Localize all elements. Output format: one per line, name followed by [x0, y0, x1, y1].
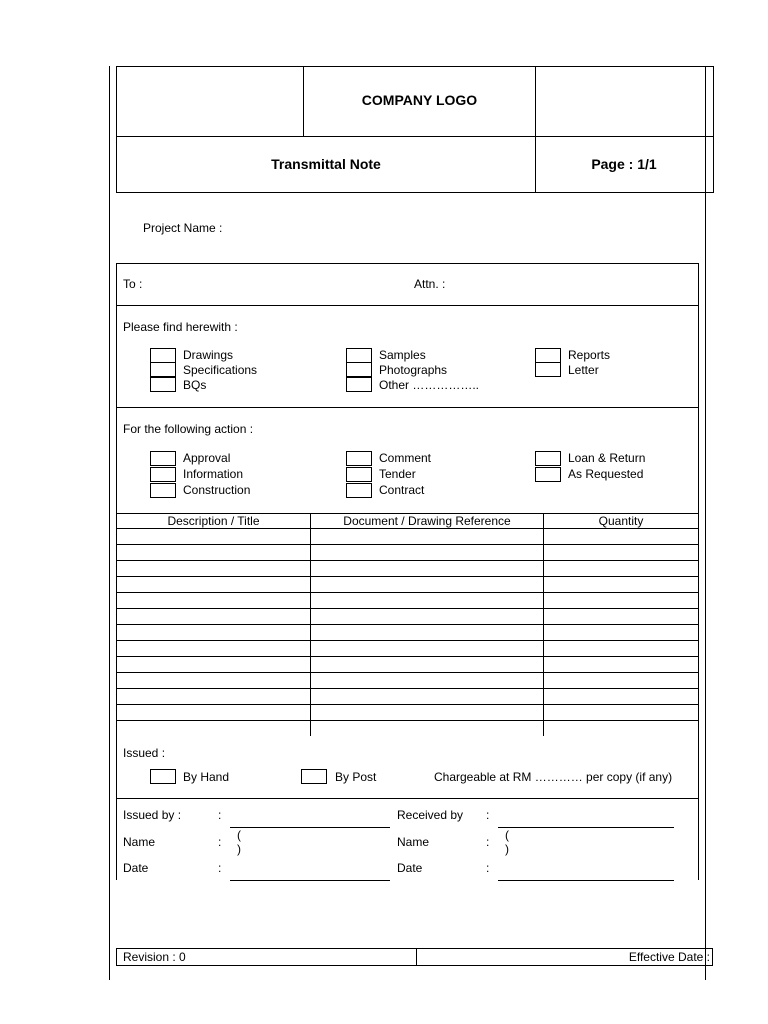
receiver-date-colon: : [486, 861, 490, 875]
label-letter: Letter [568, 363, 599, 377]
table-row [116, 576, 699, 577]
divider-issued [116, 798, 699, 799]
to-label: To : [123, 277, 143, 291]
table-row [116, 608, 699, 609]
label-loan-return: Loan & Return [568, 451, 646, 465]
label-reports: Reports [568, 348, 611, 362]
label-photographs: Photographs [379, 363, 448, 377]
issuer-name-colon: : [218, 835, 222, 849]
receiver-name-paren-close: ) [505, 842, 509, 856]
table-row [116, 672, 699, 673]
label-bqs: BQs [183, 378, 207, 392]
checkbox-photographs[interactable] [346, 362, 372, 377]
checkbox-other[interactable] [346, 377, 372, 392]
issued-by-colon: : [218, 808, 222, 822]
checkbox-samples[interactable] [346, 348, 372, 363]
table-row [116, 544, 699, 545]
header-row-divider [116, 136, 714, 137]
header-divider-2 [535, 66, 536, 193]
checkbox-by-post[interactable] [301, 769, 327, 784]
column-header-description: Description / Title [167, 514, 260, 528]
table-row [116, 720, 699, 721]
label-as-requested: As Requested [568, 467, 644, 481]
issuer-name-paren-close: ) [237, 842, 241, 856]
label-by-hand: By Hand [183, 770, 230, 784]
table-row [116, 704, 699, 705]
issuer-date-line[interactable] [230, 880, 390, 881]
issued-by-line[interactable] [230, 827, 390, 828]
checkbox-reports[interactable] [535, 348, 561, 363]
label-by-post: By Post [335, 770, 377, 784]
footer-divider [416, 948, 417, 966]
issued-by-label: Issued by : [123, 808, 182, 822]
checkbox-comment[interactable] [346, 451, 372, 466]
receiver-date-label: Date [397, 861, 423, 875]
checkbox-bqs[interactable] [150, 377, 176, 392]
issuer-name-label: Name [123, 835, 156, 849]
issuer-date-colon: : [218, 861, 222, 875]
label-chargeable: Chargeable at RM ………… per copy (if any) [434, 770, 673, 784]
receiver-name-label: Name [397, 835, 430, 849]
label-information: Information [183, 467, 244, 481]
checkbox-approval[interactable] [150, 451, 176, 466]
checkbox-as-requested[interactable] [535, 467, 561, 482]
checkbox-letter[interactable] [535, 362, 561, 377]
received-by-label: Received by [397, 808, 464, 822]
label-contract: Contract [379, 483, 425, 497]
label-drawings: Drawings [183, 348, 234, 362]
divider-enclosures [116, 407, 699, 408]
company-logo: COMPANY LOGO [361, 92, 478, 108]
label-approval: Approval [183, 451, 231, 465]
page-title: Transmittal Note [271, 156, 381, 172]
page-number: Page : 1/1 [591, 156, 657, 172]
table-row [116, 640, 699, 641]
enclosures-heading: Please find herewith : [123, 320, 238, 334]
column-header-quantity: Quantity [598, 514, 644, 528]
checkbox-drawings[interactable] [150, 348, 176, 363]
column-header-reference: Document / Drawing Reference [343, 514, 511, 528]
issuer-date-label: Date [123, 861, 149, 875]
effective-date-label: Effective Date : [628, 950, 710, 964]
checkbox-information[interactable] [150, 467, 176, 482]
checkbox-specifications[interactable] [150, 362, 176, 377]
label-other: Other …………….. [379, 378, 480, 392]
divider-to [116, 305, 699, 306]
issuer-name-paren-open: ( [237, 828, 241, 842]
table-row [116, 560, 699, 561]
label-specifications: Specifications [183, 363, 258, 377]
project-name-label: Project Name : [143, 221, 223, 235]
checkbox-tender[interactable] [346, 467, 372, 482]
table-row [116, 656, 699, 657]
table-row [116, 592, 699, 593]
receiver-date-line[interactable] [498, 880, 674, 881]
header-table [116, 66, 714, 193]
label-comment: Comment [379, 451, 432, 465]
checkbox-by-hand[interactable] [150, 769, 176, 784]
table-row [116, 528, 699, 529]
page-left-edge [109, 66, 110, 980]
label-construction: Construction [183, 483, 251, 497]
checkbox-construction[interactable] [150, 483, 176, 498]
table-row [116, 624, 699, 625]
issued-heading: Issued : [123, 746, 166, 760]
receiver-name-paren-open: ( [505, 828, 509, 842]
actions-heading: For the following action : [123, 422, 254, 436]
receiver-name-colon: : [486, 835, 490, 849]
received-by-colon: : [486, 808, 490, 822]
revision-label: Revision : 0 [123, 950, 186, 964]
page-right-edge [705, 66, 706, 980]
received-by-line[interactable] [498, 827, 674, 828]
attn-label: Attn. : [414, 277, 446, 291]
label-tender: Tender [379, 467, 416, 481]
label-samples: Samples [379, 348, 426, 362]
checkbox-loan-return[interactable] [535, 451, 561, 466]
checkbox-contract[interactable] [346, 483, 372, 498]
table-row [116, 688, 699, 689]
